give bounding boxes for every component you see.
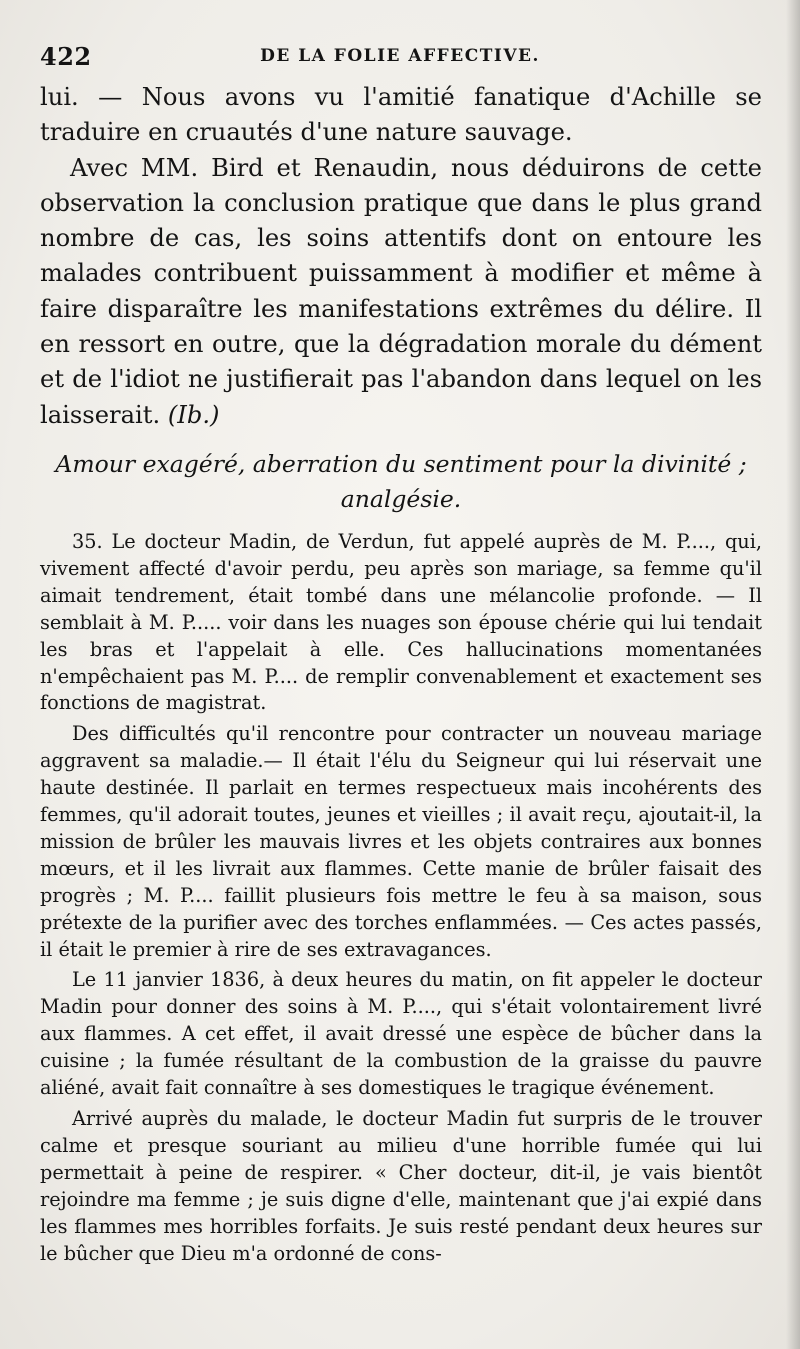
paragraph: Le 11 janvier 1836, à deux heures du matin, on fit appeler le docteur Madin pour donner des soins à M. P...., qui s'était volontairement livré aux flammes. A cet effet, il avait dressé une espèce de bûcher dans la cuisine ; la fumée résultant de la combustion de la graisse du pauvre aliéné, avait fait connaître à ses domestiques le tragique événement.: [40, 968, 762, 1100]
section-heading-line: analgésie.: [340, 484, 462, 513]
citation: (Ib.): [167, 400, 220, 429]
section-heading-line: Amour exagéré, aberration du sentiment pour la divinité ;: [55, 449, 747, 478]
section-heading: [40, 447, 762, 517]
paragraph-text: Avec MM. Bird et Renaudin, nous déduirons de cette observation la conclusion pratique que dans le plus grand nombre de cas, les soins attentifs dont on entoure les malades contribuent puissamment à modifier et même à faire disparaître les manifestations extrêmes du délire. Il en ressort en outre, que la dégradation morale du dément et de l'idiot ne justifierait pas l'abandon dans lequel on les laisserait.: [40, 153, 762, 429]
page-header: [40, 42, 760, 72]
paragraph: [40, 151, 762, 433]
page-number: 422: [40, 42, 92, 71]
paragraph: Arrivé auprès du malade, le docteur Madin fut surpris de le trouver calme et presque souriant au milieu d'une horrible fumée qui lui permettait à peine de respirer. « Cher docteur, dit-il, je vais bientôt rejoindre ma femme ; je suis digne d'elle, maintenant que j'ai expié dans les flammes mes horribles forfaits. Je suis resté pendant deux heures sur le bûcher que Dieu m'a ordonné de cons-: [40, 1107, 762, 1265]
paragraph: Des difficultés qu'il rencontre pour contracter un nouveau mariage aggravent sa maladie.— Il était l'élu du Seigneur qui lui réservait une haute destinée. Il parlait en termes respectueux mais incohérents des femmes, qu'il adorait toutes, jeunes et vieilles ; il avait reçu, ajoutait-il, la mission de brûler les mauvais livres et les objets contraires aux bonnes mœurs, et il les livrait aux flammes. Cette manie de brûler faisait des progrès ; M. P.... faillit plusieurs fois mettre le feu à sa maison, sous prétexte de la purifier avec des torches enflammées. — Ces actes passés, il était le premier à rire de ses extravagances.: [40, 722, 762, 961]
page-edge-shadow: [786, 0, 800, 1349]
paragraph: lui. — Nous avons vu l'amitié fanatique d'Achille se traduire en cruautés d'une nature sauvage.: [40, 83, 762, 147]
running-title: DE LA FOLIE AFFECTIVE.: [260, 46, 540, 66]
page-body: [40, 80, 762, 1267]
paragraph: 35. Le docteur Madin, de Verdun, fut appelé auprès de M. P...., qui, vivement affecté d'avoir perdu, peu après son mariage, sa femme qu'il aimait tendrement, était tombé dans une mélancolie profonde. — Il semblait à M. P..... voir dans les nuages son épouse chérie qui lui tendait les bras et l'appelait à elle. Ces hallucinations momentanées n'empêchaient pas M. P.... de remplir convenablement et exactement ses fonctions de magistrat.: [40, 529, 762, 715]
